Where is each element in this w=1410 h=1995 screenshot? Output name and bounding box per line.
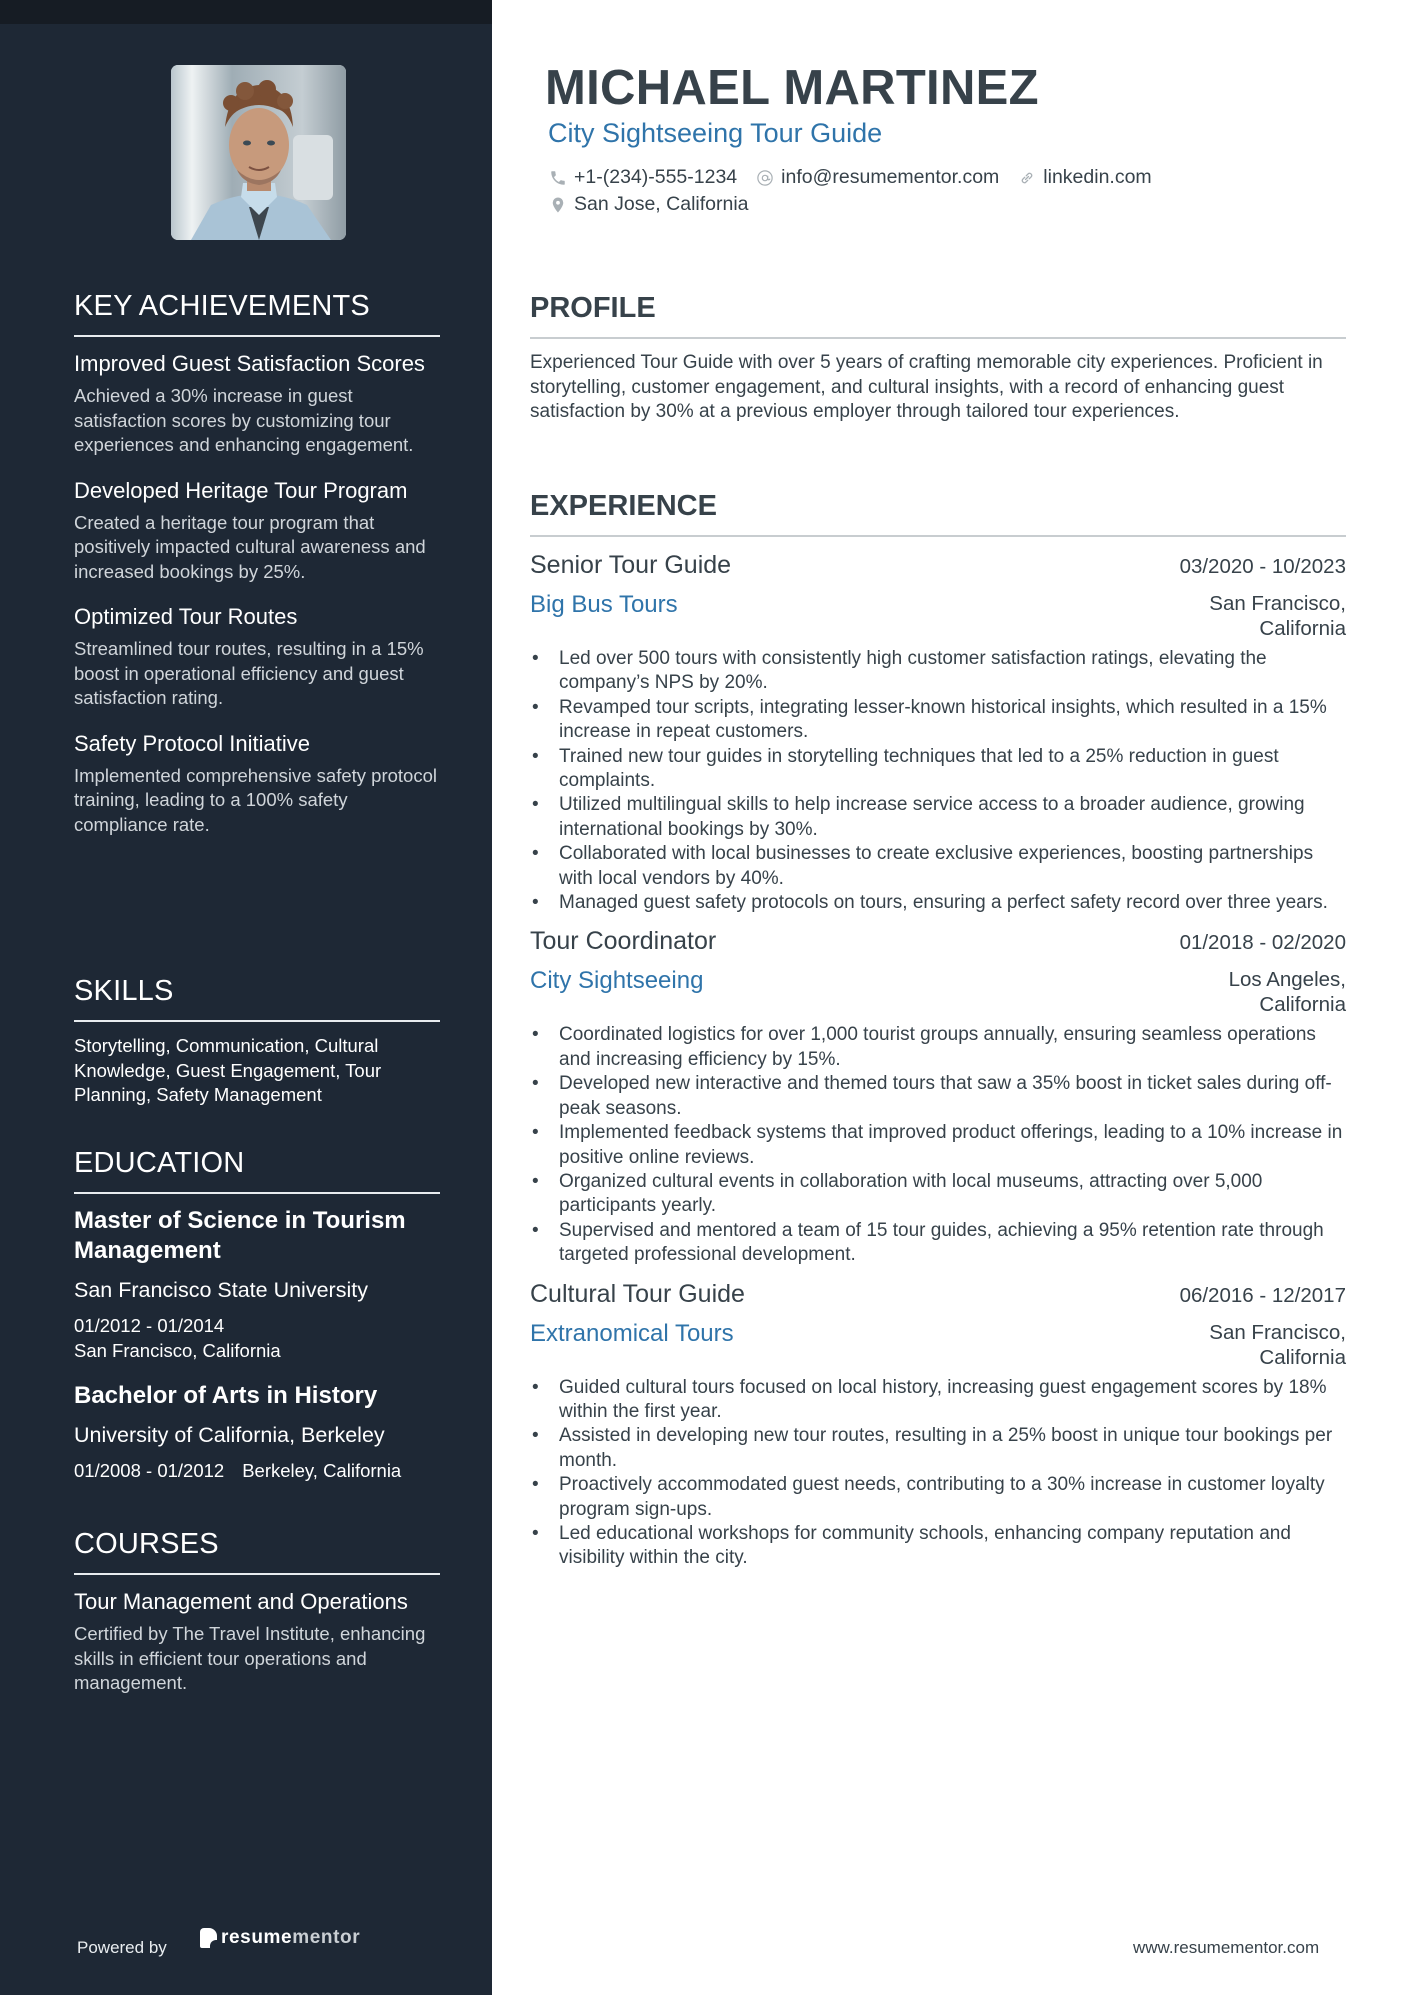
job-entry (530, 549, 1346, 915)
job-bullet: • Coordinated logistics for over 1,000 tourist groups annually, ensuring seamless operations and increasing efficiency by 15%. (530, 1023, 1346, 1072)
job-dates: 01/2018 - 02/2020 (1179, 931, 1346, 955)
job-bullets (530, 1376, 1346, 1571)
course-title: Tour Management and Operations (74, 1589, 408, 1614)
job-dates: 03/2020 - 10/2023 (1179, 555, 1346, 578)
candidate-title: City Sightseeing Tour Guide (548, 118, 883, 148)
education-item (74, 1206, 440, 1363)
candidate-name: MICHAEL MARTINEZ (545, 61, 1039, 115)
experience-section (530, 489, 1346, 1581)
logo-text-bold: resume (221, 1927, 293, 1948)
achievements-heading: KEY ACHIEVEMENTS (74, 289, 440, 337)
profile-summary: Experienced Tour Guide with over 5 years of crafting memorable city experiences. Proficient in storytelling, customer engagement, and cultural insights, with a record of enhancing guest satisfaction by 30% at a previous employer through tailored tour experiences. (530, 352, 1323, 422)
resumementor-logo[interactable] (200, 1918, 360, 1958)
logo-text-light: mentor (292, 1927, 361, 1948)
job-title: Senior Tour Guide (530, 551, 732, 579)
job-company: Extranomical Tours (530, 1319, 734, 1347)
job-bullet: • Led over 500 tours with consistently high customer satisfaction ratings, elevating the company’s NPS by 20%. (530, 647, 1346, 696)
contact-email[interactable] (755, 164, 999, 191)
education-degree: Bachelor of Arts in History (74, 1382, 378, 1409)
achievement-item (74, 476, 440, 585)
courses-section (74, 1527, 440, 1714)
contact-linkedin-text: linkedin.com (1043, 166, 1152, 188)
map-pin-icon (548, 195, 568, 215)
skills-heading: SKILLS (74, 974, 440, 1022)
courses-heading: COURSES (74, 1527, 440, 1575)
achievement-item (74, 349, 440, 458)
course-desc: Certified by The Travel Institute, enhancing skills in efficient tour operations and management. (74, 1623, 426, 1693)
sidebar-top-strip (0, 0, 492, 24)
achievement-item (74, 729, 440, 838)
job-location: San Francisco, California (1209, 592, 1346, 640)
achievement-desc: Implemented comprehensive safety protocol training, leading to a 100% safety compliance rate. (74, 764, 437, 835)
achievement-title: Developed Heritage Tour Program (74, 477, 408, 503)
profile-photo-image (171, 65, 346, 240)
at-icon (755, 168, 775, 188)
achievement-desc: Created a heritage tour program that positively impacted cultural awareness and increased bookings by 25%. (74, 511, 426, 582)
job-entry (530, 1278, 1346, 1571)
education-location: San Francisco, California (74, 1339, 281, 1361)
job-dates: 06/2016 - 12/2017 (1179, 1283, 1346, 1307)
achievement-desc: Achieved a 30% increase in guest satisfaction scores by customizing tour experiences and enhancing engagement. (74, 385, 414, 455)
job-bullet: • Utilized multilingual skills to help increase service access to a broader audience, growing international bookings by 30%. (530, 793, 1346, 842)
job-bullet: • Implemented feedback systems that improved product offerings, leading to a 10% increase in positive online reviews. (530, 1121, 1346, 1170)
job-bullet: • Supervised and mentored a team of 15 tour guides, achieving a 95% retention rate through targeted professional development. (530, 1219, 1346, 1268)
experience-heading: EXPERIENCE (530, 489, 1346, 537)
profile-photo (171, 65, 346, 240)
education-heading: EDUCATION (74, 1146, 440, 1194)
job-bullet: • Proactively accommodated guest needs, contributing to a 30% increase in customer loyalty program sign-ups. (530, 1473, 1346, 1522)
achievement-title: Optimized Tour Routes (74, 604, 298, 629)
contact-info (548, 164, 1170, 218)
phone-icon (548, 168, 568, 188)
education-location: Berkeley, California (242, 1460, 402, 1481)
education-dates: 01/2012 - 01/2014 (74, 1315, 225, 1336)
job-company: Big Bus Tours (530, 591, 678, 618)
achievement-title: Improved Guest Satisfaction Scores (74, 351, 425, 376)
job-bullet: • Developed new interactive and themed tours that saw a 35% boost in ticket sales during off-peak seasons. (530, 1072, 1346, 1121)
sidebar (0, 0, 492, 1995)
education-school: San Francisco State University (74, 1278, 368, 1302)
link-icon (1017, 168, 1037, 188)
contact-location-text: San Jose, California (574, 193, 749, 215)
job-bullet: • Guided cultural tours focused on local history, increasing guest engagement scores by 18% within the first year. (530, 1376, 1346, 1425)
achievement-desc: Streamlined tour routes, resulting in a 15% boost in operational efficiency and guest satisfaction rating. (74, 638, 424, 708)
skills-list: Storytelling, Communication, Cultural Knowledge, Guest Engagement, Tour Planning, Safety Management (74, 1035, 382, 1105)
course-item (74, 1587, 440, 1696)
education-item (74, 1381, 440, 1484)
education-meta (74, 1459, 440, 1484)
job-bullet: • Assisted in developing new tour routes, resulting in a 25% boost in unique tour bookings per month. (530, 1424, 1346, 1473)
contact-phone[interactable] (548, 164, 737, 191)
job-location: San Francisco, California (1209, 1320, 1346, 1369)
job-bullets (530, 647, 1346, 915)
achievements-section (74, 289, 440, 855)
job-bullet: • Revamped tour scripts, integrating lesser-known historical insights, which resulted in a 15% increase in repeat customers. (530, 696, 1346, 745)
achievement-item (74, 602, 440, 711)
contact-location (548, 191, 749, 218)
profile-section (530, 291, 1346, 425)
website-link[interactable]: www.resumementor.com (1133, 1938, 1320, 1957)
profile-heading: PROFILE (530, 291, 1346, 339)
education-section (74, 1146, 440, 1484)
education-dates: 01/2008 - 01/2012 (74, 1460, 225, 1481)
powered-by-label: Powered by (77, 1938, 167, 1957)
job-title: Cultural Tour Guide (530, 1279, 745, 1308)
job-title: Tour Coordinator (530, 927, 717, 956)
job-location: Los Angeles, California (1228, 968, 1346, 1017)
job-bullet: • Organized cultural events in collaboration with local museums, attracting over 5,000 participants yearly. (530, 1170, 1346, 1219)
resumementor-logo-icon (200, 1928, 217, 1948)
job-bullet: • Managed guest safety protocols on tours, ensuring a perfect safety record over three years. (530, 891, 1346, 915)
job-bullet: • Collaborated with local businesses to create exclusive experiences, boosting partnerships with local vendors by 40%. (530, 842, 1346, 891)
contact-linkedin[interactable] (1017, 164, 1151, 191)
job-bullet: • Trained new tour guides in storytelling techniques that led to a 25% reduction in guest complaints. (530, 745, 1346, 794)
contact-phone-text: +1-(234)-555-1234 (574, 166, 738, 188)
resumementor-logo-text (221, 1927, 360, 1949)
job-bullets (530, 1023, 1346, 1267)
skills-section (74, 974, 440, 1108)
job-entry (530, 925, 1346, 1267)
job-bullet: • Led educational workshops for community schools, enhancing company reputation and visibility within the city. (530, 1522, 1346, 1571)
job-company: City Sightseeing (530, 967, 704, 995)
education-school: University of California, Berkeley (74, 1423, 385, 1447)
achievement-title: Safety Protocol Initiative (74, 730, 311, 756)
education-degree: Master of Science in Tourism Management (74, 1207, 406, 1264)
contact-email-text: info@resumementor.com (781, 166, 1000, 188)
education-meta (74, 1314, 440, 1363)
